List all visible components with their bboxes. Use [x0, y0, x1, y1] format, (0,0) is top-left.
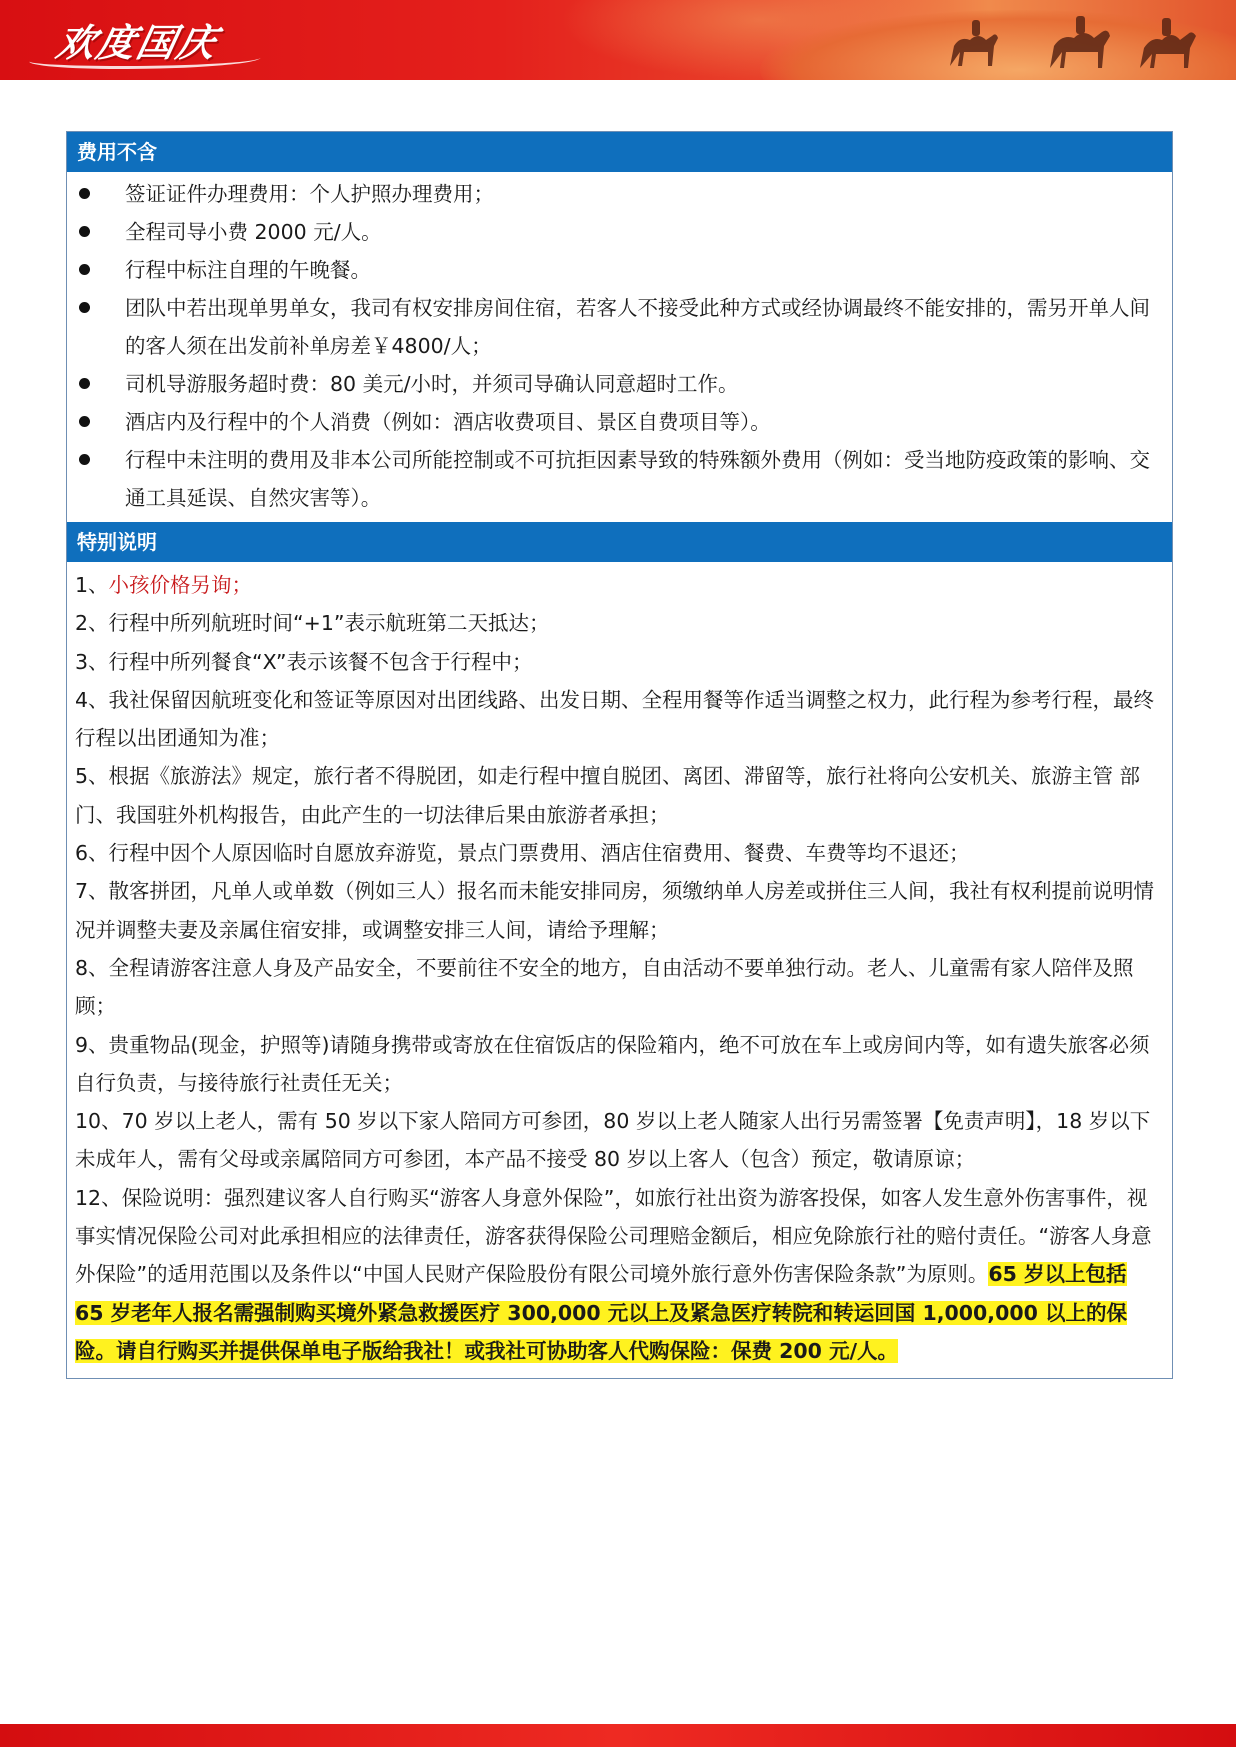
list-item: 签证证件办理费用：个人护照办理费用；: [75, 175, 1162, 213]
list-item: 全程司导小费 2000 元/人。: [75, 213, 1162, 251]
excluded-list: [67, 172, 1172, 522]
note-item: 5、根据《旅游法》规定，旅行者不得脱团，如走行程中擅自脱团、离团、滞留等，旅行社将向公安机关、旅游主管 部门、我国驻外机构报告，由此产生的一切法律后果由旅游者承担；: [75, 764, 1141, 827]
itinerary-document: [66, 131, 1173, 1379]
note-item: 8、全程请游客注意人身及产品安全，不要前往不安全的地方，自由活动不要单独行动。老人、儿童需有家人陪伴及照顾；: [75, 955, 1134, 1019]
note-item: 7、散客拼团，凡单人或单数（例如三人）报名而未能安排同房，须缴纳单人房差或拼住三人间，我社有权利提前说明情况并调整夫妻及亲属住宿安排，或调整安排三人间，请给予理解；: [75, 879, 1155, 942]
note-number: 1、: [75, 573, 109, 597]
list-item: 团队中若出现单男单女，我司有权安排房间住宿，若客人不接受此种方式或经协调最终不能安排的，需另开单人间的客人须在出发前补单房差￥4800/人；: [75, 289, 1162, 365]
top-banner: [0, 0, 1236, 80]
section-header-excluded: 费用不含: [67, 132, 1172, 172]
insurance-text: 12、保险说明：强烈建议客人自行购买“游客人身意外保险”，如旅行社出资为游客投保，如客人发生意外伤害事件，视事实情况保险公司对此承担相应的法律责任，游客获得保险公司理赔金额后，相应免除旅行社的赔付责任。“游客人身意外保险”的适用范围以及条件以“中国人民财产保险股份有限公司境外旅行意外伤害保险条款”为原则。: [75, 1185, 1152, 1287]
list-item: 行程中标注自理的午晚餐。: [75, 251, 1162, 289]
note-item: 10、70 岁以上老人，需有 50 岁以下家人陪同方可参团，80 岁以上老人随家人出行另需签署【免责声明】，18 岁以下未成年人，需有父母或亲属陪同方可参团，本产品不接受 80 岁以上客人（包含）预定，敬请原谅；: [75, 1109, 1151, 1172]
banner-title: 欢度国庆: [52, 20, 223, 65]
note-item: 2、行程中所列航班时间“+1”表示航班第二天抵达；: [75, 611, 550, 636]
note-item: 4、我社保留因航班变化和签证等原因对出团线路、出发日期、全程用餐等作适当调整之权力，此行程为参考行程，最终行程以出团通知为准；: [75, 687, 1155, 751]
list-item: 行程中未注明的费用及非本公司所能控制或不可抗拒因素导致的特殊额外费用（例如：受当地防疫政策的影响、交通工具延误、自然灾害等）。: [75, 441, 1162, 517]
note-item-insurance: [75, 1179, 1162, 1370]
banner-swoosh: [27, 50, 264, 69]
list-item: 酒店内及行程中的个人消费（例如：酒店收费项目、景区自费项目等）。: [75, 403, 1162, 441]
special-notes: [67, 562, 1172, 1378]
note-item: 9、贵重物品(现金，护照等)请随身携带或寄放在住宿饭店的保险箱内，绝不可放在车上或房间内等，如有遗失旅客必须自行负责，与接待旅行社责任无关；: [75, 1032, 1150, 1095]
footer-bar: [0, 1724, 1236, 1747]
section-header-special: 特别说明: [67, 522, 1172, 562]
list-item: 司机导游服务超时费：80 美元/小时，并须司导确认同意超时工作。: [75, 365, 1162, 403]
camel-caravan-icon: [930, 6, 1230, 78]
note-item: 6、行程中因个人原因临时自愿放弃游览，景点门票费用、酒店住宿费用、餐费、车费等均不退还；: [75, 841, 970, 866]
insurance-highlight: 65 岁以上包括 65 岁老年人报名需强制购买境外紧急救援医疗 300,000 元以上及紧急医疗转院和转运回国 1,000,000 以上的保险。请自行购买并提供保单电子版给我社！或我社可协助客人代购保险：保费 200 元/人。: [75, 1262, 1128, 1363]
child-price-note: 小孩价格另询；: [108, 573, 253, 597]
note-item: [75, 566, 1162, 604]
note-item: 3、行程中所列餐食“X”表示该餐不包含于行程中；: [75, 649, 533, 674]
